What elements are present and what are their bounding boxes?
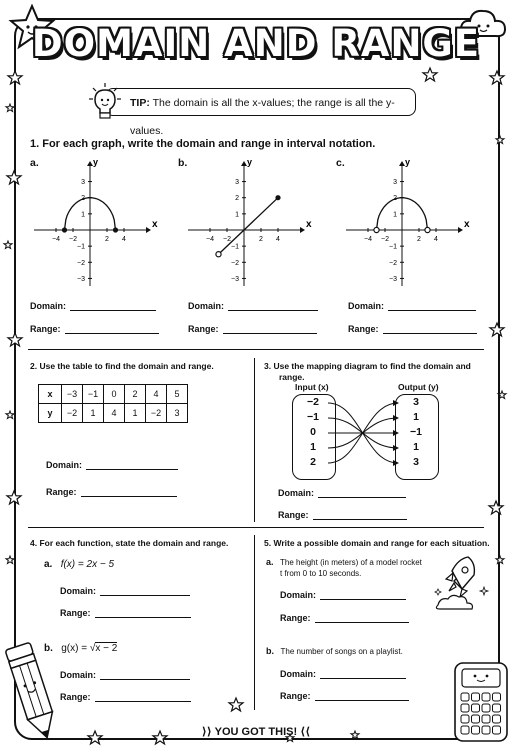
answer-line[interactable] — [388, 300, 476, 311]
closed-endpoint — [62, 227, 67, 232]
x-tick-label: 2 — [105, 236, 109, 243]
answer-line[interactable] — [315, 690, 409, 701]
y-tick-label: −3 — [389, 275, 397, 283]
xy-table — [38, 384, 188, 423]
q4a-letter: a. — [44, 559, 53, 570]
range-label: Range: — [278, 510, 309, 520]
footer-text: YOU GOT THIS! — [214, 726, 298, 738]
answer-line[interactable] — [95, 607, 191, 618]
sqrt-symbol: √ — [89, 643, 96, 654]
table-cell: 3 — [167, 404, 188, 423]
table-row — [39, 385, 188, 404]
column-divider — [254, 535, 255, 710]
answer-line[interactable] — [86, 459, 178, 470]
y-tick-label: 1 — [81, 211, 85, 219]
domain-label: Domain: — [188, 301, 224, 311]
domain-label: Domain: — [280, 590, 316, 600]
sparkle-icon: ⟨⟨ — [297, 726, 311, 738]
table-header-y: y — [39, 404, 62, 423]
y-tick-label: −3 — [231, 275, 239, 283]
y-tick-label: −3 — [77, 275, 85, 283]
x-axis-arrow — [458, 227, 463, 233]
column-divider — [254, 358, 255, 522]
y-tick-label: 3 — [393, 179, 397, 187]
q5a-letter: a. — [266, 557, 274, 567]
answer-line[interactable] — [95, 691, 191, 702]
range-label: Range: — [280, 691, 311, 701]
answer-line[interactable] — [320, 668, 406, 679]
table-cell: −2 — [146, 404, 167, 423]
x-tick-label: 4 — [122, 236, 126, 243]
table-cell: −2 — [62, 404, 83, 423]
mapping-input: 1 — [310, 441, 316, 453]
y-tick-label: 2 — [235, 195, 239, 203]
domain-label: Domain: — [30, 301, 66, 311]
table-cell: 4 — [104, 404, 125, 423]
answer-line[interactable] — [315, 612, 409, 623]
table-cell: 0 — [104, 385, 125, 404]
tip-text: The domain is all the x-values; the range is all the y-values. — [130, 97, 395, 137]
x-axis-label: x — [306, 219, 312, 230]
graph-c-domain — [348, 300, 476, 311]
q3-domain — [278, 487, 406, 498]
q5a-situation — [266, 557, 422, 579]
x-axis-arrow — [146, 227, 151, 233]
mapping-output: 1 — [413, 441, 419, 453]
domain-label: Domain: — [46, 460, 82, 470]
table-cell: −3 — [62, 385, 83, 404]
tip-box — [105, 88, 416, 137]
x-tick-label: 4 — [276, 236, 280, 243]
answer-line[interactable] — [223, 323, 317, 334]
graph-c-letter: c. — [336, 157, 345, 169]
open-endpoint — [374, 227, 379, 232]
answer-line[interactable] — [70, 300, 156, 311]
open-endpoint — [425, 227, 430, 232]
table-cell: 1 — [125, 404, 146, 423]
range-label: Range: — [188, 324, 219, 334]
y-tick-label: −2 — [231, 259, 239, 267]
y-tick-label: 3 — [235, 179, 239, 187]
q5a-line2: t from 0 to 10 seconds. — [280, 569, 362, 578]
output-label: Output (y) — [398, 382, 439, 392]
question-4-title: 4. For each function, state the domain and range. — [30, 538, 229, 548]
answer-line[interactable] — [318, 487, 406, 498]
q5b-letter: b. — [266, 646, 274, 656]
x-tick-label: −2 — [381, 236, 389, 243]
q5b-domain — [280, 668, 406, 679]
graph-a-domain — [30, 300, 156, 311]
x-tick-label: −2 — [69, 236, 77, 243]
calculator-key — [461, 715, 469, 723]
mapping-output: −1 — [410, 426, 422, 438]
y-axis-label: y — [247, 160, 253, 167]
q5a-domain — [280, 589, 406, 600]
q4b-radicand: x − 2 — [95, 643, 118, 654]
calculator-key — [461, 704, 469, 712]
answer-line[interactable] — [383, 323, 477, 334]
q5a-range — [280, 612, 409, 623]
domain-label: Domain: — [348, 301, 384, 311]
calculator-key — [472, 704, 480, 712]
calculator-key — [482, 715, 490, 723]
mapping-input: 2 — [310, 456, 316, 468]
graph-b — [182, 160, 312, 290]
table-cell: 1 — [83, 404, 104, 423]
x-tick-label: −4 — [364, 236, 372, 243]
range-label: Range: — [60, 692, 91, 702]
calculator-key — [493, 704, 501, 712]
mapping-output: 1 — [413, 411, 419, 423]
page-title: DOMAIN AND RANGE — [31, 22, 481, 65]
x-axis-label: x — [152, 219, 158, 230]
q4a-function-text: f(x) = 2x − 5 — [60, 559, 115, 570]
domain-label: Domain: — [60, 586, 96, 596]
question-2-title: 2. Use the table to find the domain and range. — [30, 361, 214, 371]
calculator-key — [472, 715, 480, 723]
y-tick-label: −1 — [231, 243, 239, 251]
q2-domain — [46, 459, 178, 470]
table-header-x: x — [39, 385, 62, 404]
mapping-output: 3 — [413, 456, 419, 468]
y-axis-label: y — [93, 160, 99, 167]
table-cell: 5 — [167, 385, 188, 404]
section-divider — [28, 349, 484, 350]
answer-line[interactable] — [320, 589, 406, 600]
y-tick-label: 2 — [81, 195, 85, 203]
mapping-input: 0 — [310, 426, 316, 438]
range-label: Range: — [30, 324, 61, 334]
y-tick-label: −1 — [389, 243, 397, 251]
range-label: Range: — [348, 324, 379, 334]
y-axis-label: y — [405, 160, 411, 167]
graph-b-domain — [188, 300, 318, 311]
mapping-input: −2 — [307, 396, 319, 408]
question-3-title-line1: 3. Use the mapping diagram to find the domain and — [264, 361, 471, 371]
q3-range — [278, 509, 407, 520]
answer-line[interactable] — [100, 585, 190, 596]
x-tick-label: 4 — [434, 236, 438, 243]
rocket-icon — [432, 553, 492, 615]
x-tick-label: 2 — [259, 236, 263, 243]
q2-range — [46, 486, 177, 497]
sparkle-icon: ⟩⟩ — [201, 726, 215, 738]
x-axis-label: x — [464, 219, 470, 230]
q4b-function-prefix: g(x) = — [61, 643, 90, 654]
answer-line[interactable] — [81, 486, 177, 497]
graph-c-range — [348, 323, 477, 334]
answer-line[interactable] — [313, 509, 407, 520]
calculator-key — [482, 704, 490, 712]
q5b-text: The number of songs on a playlist. — [280, 647, 403, 656]
open-endpoint — [216, 252, 221, 257]
y-tick-label: −2 — [389, 259, 397, 267]
answer-line[interactable] — [228, 300, 318, 311]
closed-endpoint — [275, 195, 280, 200]
answer-line[interactable] — [100, 669, 190, 680]
q5a-line1: The height (in meters) of a model rocket — [280, 558, 422, 567]
calculator-key — [482, 693, 490, 701]
q4a-range — [60, 607, 191, 618]
domain-label: Domain: — [280, 669, 316, 679]
x-axis-arrow — [300, 227, 305, 233]
answer-line[interactable] — [65, 323, 159, 334]
q4b-range — [60, 691, 191, 702]
y-tick-label: 3 — [81, 179, 85, 187]
table-cell: 4 — [146, 385, 167, 404]
y-tick-label: −1 — [77, 243, 85, 251]
calculator-key — [493, 693, 501, 701]
domain-label: Domain: — [278, 488, 314, 498]
calculator-key — [461, 693, 469, 701]
graph-a-range — [30, 323, 159, 334]
q4a-function — [44, 559, 114, 570]
calculator-key — [493, 715, 501, 723]
y-tick-label: 2 — [393, 195, 397, 203]
mapping-output: 3 — [413, 396, 419, 408]
graph-a-letter: a. — [30, 157, 39, 169]
question-3-title — [264, 361, 471, 383]
y-tick-label: 1 — [235, 211, 239, 219]
range-label: Range: — [280, 613, 311, 623]
mapping-input: −1 — [307, 411, 319, 423]
question-5-title: 5. Write a possible domain and range for each situation. — [264, 538, 490, 548]
graph-b-range — [188, 323, 317, 334]
range-label: Range: — [60, 608, 91, 618]
y-tick-label: 1 — [393, 211, 397, 219]
tip-label: TIP: — [130, 97, 150, 109]
table-cell: 2 — [125, 385, 146, 404]
closed-endpoint — [113, 227, 118, 232]
section-divider — [28, 527, 484, 528]
calculator-key — [472, 693, 480, 701]
input-label: Input (x) — [295, 382, 329, 392]
q4b-letter: b. — [44, 643, 53, 654]
graph-b-segment — [219, 198, 279, 255]
q5b-situation — [266, 646, 403, 657]
x-tick-label: −4 — [52, 236, 60, 243]
question-3-title-line2: range. — [279, 372, 305, 382]
graph-b-letter: b. — [178, 157, 188, 169]
table-row — [39, 404, 188, 423]
table-cell: −1 — [83, 385, 104, 404]
x-tick-label: −4 — [206, 236, 214, 243]
question-1-title: 1. For each graph, write the domain and range in interval notation. — [30, 138, 376, 150]
q4b-domain — [60, 669, 190, 680]
q4a-domain — [60, 585, 190, 596]
y-tick-label: −2 — [77, 259, 85, 267]
x-tick-label: 2 — [417, 236, 421, 243]
graph-a — [28, 160, 158, 290]
graph-c — [340, 160, 470, 290]
q5b-range — [280, 690, 409, 701]
domain-label: Domain: — [60, 670, 96, 680]
footer — [0, 725, 512, 738]
range-label: Range: — [46, 487, 77, 497]
lightbulb-icon — [88, 82, 122, 122]
x-tick-label: −2 — [223, 236, 231, 243]
